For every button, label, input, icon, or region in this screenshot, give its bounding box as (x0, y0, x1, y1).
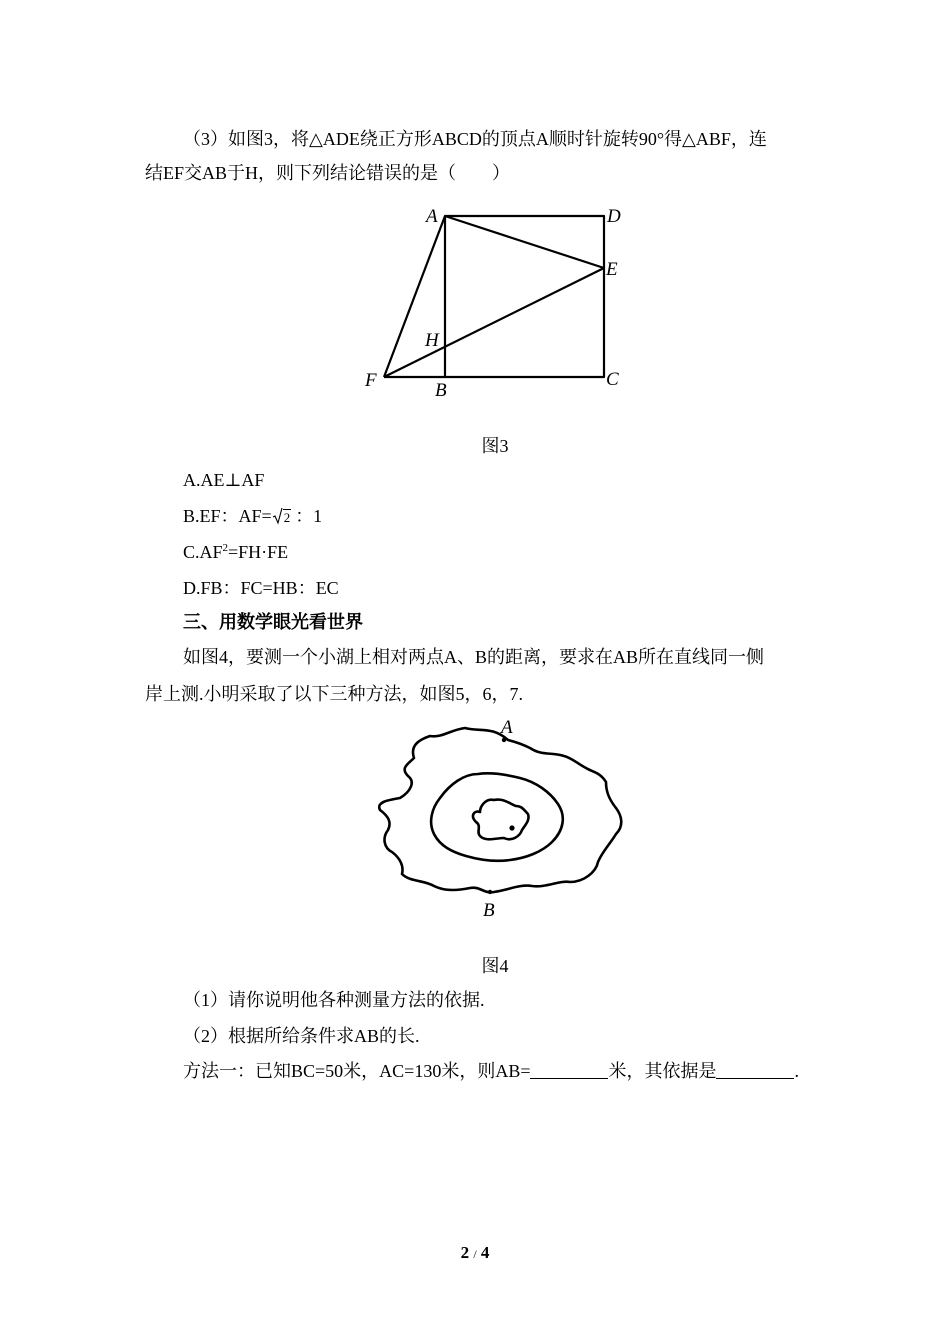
option-b-suffix: ：1 (295, 506, 323, 526)
label-d: D (607, 206, 621, 227)
lake-outer-shoreline (379, 728, 621, 892)
figure-4-lake-diagram (370, 712, 635, 922)
method-1-mid: 米，其依据是 (608, 1061, 717, 1081)
label-b: B (435, 380, 447, 401)
option-c-prefix: C.AF (183, 542, 223, 562)
label-b: B (483, 900, 495, 921)
center-point (509, 825, 514, 830)
label-f: F (365, 370, 377, 391)
section-3-heading: 三、用数学眼光看世界 (183, 612, 363, 632)
square-abcd (445, 216, 604, 377)
segment-ae (445, 216, 604, 268)
answer-blank-ab[interactable] (530, 1060, 608, 1079)
total-pages: 4 (480, 1243, 490, 1262)
task-1: （1）请你说明他各种测量方法的依据. (183, 990, 485, 1010)
question-3-line-2: 结EF交AB于H，则下列结论错误的是（ ） (145, 163, 511, 183)
label-c: C (606, 369, 619, 390)
page-separator: / (473, 1247, 477, 1261)
point-b (488, 890, 492, 894)
point-a (502, 738, 506, 742)
label-a: A (501, 717, 513, 738)
section-3-paragraph-line-2: 岸上测.小明采取了以下三种方法，如图5，6，7. (145, 684, 523, 704)
option-c-superscript: 2 (222, 542, 229, 554)
current-page: 2 (460, 1243, 470, 1262)
option-c (183, 540, 288, 564)
section-3-paragraph-line-1: 如图4，要测一个小湖上相对两点A、B的距离，要求在AB所在直线同一侧 (183, 647, 765, 667)
option-c-suffix: =FH·FE (228, 542, 289, 562)
lake-middle-contour (431, 773, 563, 860)
option-b (183, 504, 322, 530)
lake-inner-contour (473, 800, 529, 840)
sqrt-radicand: 2 (283, 510, 291, 525)
option-d: D.FB：FC=HB：EC (183, 578, 339, 598)
figure-3-caption: 图3 (481, 436, 509, 456)
method-1 (183, 1059, 799, 1083)
question-3-line-1: （3）如图3，将△ADE绕正方形ABCD的顶点A顺时针旋转90°得△ABF，连 (183, 129, 767, 149)
option-b-prefix: B.EF：AF= (183, 506, 272, 526)
sqrt-symbol (272, 504, 292, 530)
method-1-prefix: 方法一：已知BC=50米，AC=130米，则AB= (183, 1061, 531, 1081)
answer-blank-basis[interactable] (716, 1060, 794, 1079)
label-a: A (426, 206, 438, 227)
segment-af (384, 216, 445, 377)
figure-4-caption: 图4 (481, 956, 509, 976)
label-e: E (606, 259, 618, 280)
label-h: H (425, 330, 439, 351)
segment-fe (384, 268, 604, 377)
task-2: （2）根据所给条件求AB的长. (183, 1026, 420, 1046)
method-1-end: . (794, 1061, 799, 1081)
option-a: A.AE⊥AF (183, 470, 265, 490)
figure-3-diagram (360, 200, 640, 405)
page-number (0, 1243, 950, 1263)
